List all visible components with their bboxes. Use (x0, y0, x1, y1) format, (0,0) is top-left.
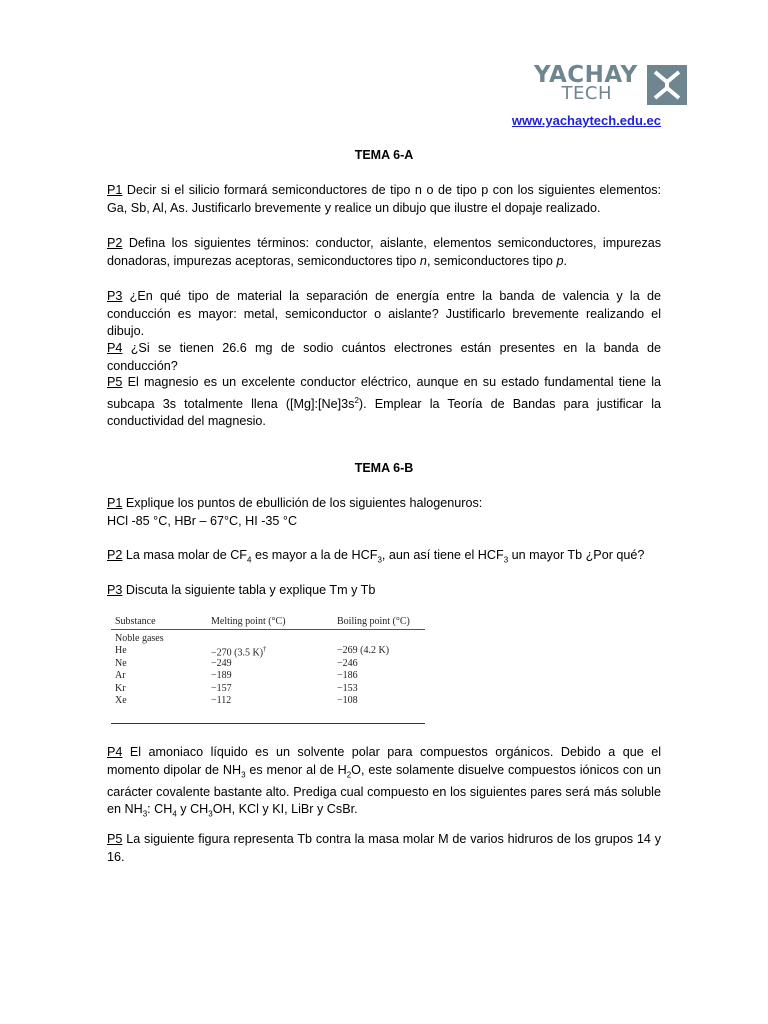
table-header (111, 614, 425, 630)
problem-label: P2 (107, 236, 123, 250)
website-link[interactable]: www.yachaytech.edu.ec (511, 113, 661, 128)
table-row (111, 668, 425, 681)
table-bottom-rule (111, 723, 425, 724)
problem-text: es menor al de H (245, 762, 347, 777)
table-row (111, 681, 425, 694)
problem-label: P5 (107, 375, 123, 389)
noble-gases-table (111, 614, 425, 706)
problem-text-italic: p (556, 253, 564, 268)
melting-value: −270 (3.5 K) (211, 647, 264, 659)
cell-melting-point: −157 (211, 682, 232, 694)
problem-text: O, este solamente disuelve compuestos iónicos con un carácter covalente bastante alto. Prediga cual compuesto en los siguientes pares será más soluble en NH (107, 762, 661, 817)
problem-text: , aun así tiene el HCF (381, 548, 504, 562)
subscript: 4 (172, 809, 177, 819)
problem-label: P5 (107, 832, 123, 846)
problem-text: ). Emplear la Teoría de Bandas para justificar la conductividad del magnesio. (107, 396, 661, 429)
tema-a-p2 (107, 235, 661, 270)
tema-b-title: TEMA 6-B (354, 461, 414, 475)
problem-label: P4 (107, 341, 123, 355)
halide-boiling-points: HCl -85 °C, HBr – 67°C, HI -35 °C (107, 513, 298, 528)
problem-label: P1 (107, 496, 123, 510)
problem-text-italic: n (419, 253, 427, 268)
footnote-mark: † (263, 645, 267, 653)
problem-text: El amoniaco líquido es un solvente polar para compuestos orgánicos. Debido a que el momento dipolar de NH (107, 745, 661, 777)
problem-text: es mayor a la de HCF (251, 548, 378, 562)
cell-substance: He (115, 645, 127, 656)
cell-melting-point: −112 (211, 695, 232, 706)
column-header: Boiling point (°C) (337, 616, 410, 627)
cell-substance: Xe (115, 695, 127, 706)
problem-text: , semiconductores tipo (426, 253, 557, 268)
group-label: Noble gases (115, 633, 164, 644)
subscript: 3 (503, 555, 509, 565)
table-group-row (111, 630, 425, 643)
cell-boiling-point: −108 (337, 695, 358, 706)
cell-boiling-point: −153 (337, 682, 358, 694)
cell-substance: Ar (115, 670, 126, 681)
problem-label: P1 (107, 183, 123, 197)
problem-text: Discuta la siguiente tabla y explique Tm y Tb (125, 583, 376, 597)
cell-boiling-point: −186 (337, 670, 358, 681)
problem-label: P3 (107, 289, 123, 303)
tema-b-p4 (107, 744, 661, 823)
logo-text-yachay: YACHAY (534, 62, 638, 88)
problem-text: Decir si el silicio formará semiconductores de tipo n o de tipo p con los siguientes elementos: Ga, Sb, Al, As. Justificarlo brevemente y realice un dibujo que ilustre el dopaje realizado. (107, 183, 662, 215)
tema-a-p5 (107, 374, 661, 431)
cell-boiling-point: −269 (4.2 K) (337, 645, 390, 656)
subscript: 4 (247, 555, 252, 565)
tema-b-p1 (107, 495, 661, 530)
cell-melting-point: −249 (211, 657, 232, 669)
tema-b-p5 (107, 831, 661, 866)
column-header: Substance (115, 616, 156, 627)
cell-melting-point: −189 (211, 670, 232, 681)
table-row (111, 643, 425, 659)
tema-a-p4 (107, 340, 661, 375)
problem-text: La siguiente figura representa Tb contra la masa molar M de varios hidruros de los grupos 14 y 16. (107, 832, 662, 864)
tema-b-p2 (107, 547, 661, 569)
problem-text: ¿Si se tienen 26.6 mg de sodio cuántos electrones están presentes en la banda de conducción? (107, 341, 662, 373)
problem-text: y CH (176, 802, 209, 817)
problem-text: OH, KCl y KI, LiBr y CsBr. (212, 802, 358, 817)
problem-text: ¿En qué tipo de material la separación de energía entre la banda de valencia y la de conducción es mayor: metal, semiconductor o aislante? Justificarlo brevemente realizando el dibujo. (107, 289, 661, 338)
problem-text: El magnesio es un excelente conductor eléctrico, aunque en su estado fundamental tiene la subcapa 3s totalmente llena ([Mg]:[Ne]3s (107, 375, 662, 411)
problem-text: un mayor Tb ¿Por qué? (508, 548, 645, 562)
problem-text: La masa molar de CF (125, 548, 247, 562)
subscript: 3 (142, 809, 148, 819)
cell-substance: Kr (115, 682, 126, 694)
subscript: 2 (346, 770, 352, 780)
subscript: 3 (208, 809, 213, 819)
tema-a-title: TEMA 6-A (354, 148, 414, 162)
problem-text: Defina los siguientes términos: conductor, aislante, elementos semiconductores, impurezas donadoras, impurezas aceptoras, semiconductores tipo (107, 236, 662, 268)
subscript: 3 (241, 770, 246, 780)
cell-substance: Ne (115, 657, 127, 669)
logo-text-tech: TECH (561, 83, 612, 104)
table-row (111, 693, 425, 706)
superscript: 2 (354, 395, 359, 405)
problem-text: Explique los puntos de ebullición de los siguientes halogenuros: (125, 496, 483, 510)
problem-label: P3 (107, 583, 123, 597)
logo-mark-icon (647, 65, 687, 105)
problem-label: P4 (107, 745, 123, 759)
problem-text: . (563, 253, 567, 268)
subscript: 3 (377, 555, 382, 565)
column-header: Melting point (°C) (211, 616, 286, 627)
tema-a-p1 (107, 182, 661, 217)
table-row (111, 656, 425, 669)
problem-label: P2 (107, 548, 123, 562)
cell-boiling-point: −246 (337, 657, 358, 669)
tema-b-p3 (107, 582, 661, 600)
problem-text: : CH (147, 802, 173, 817)
tema-a-p3 (107, 288, 661, 341)
yachay-tech-logo (534, 62, 660, 106)
